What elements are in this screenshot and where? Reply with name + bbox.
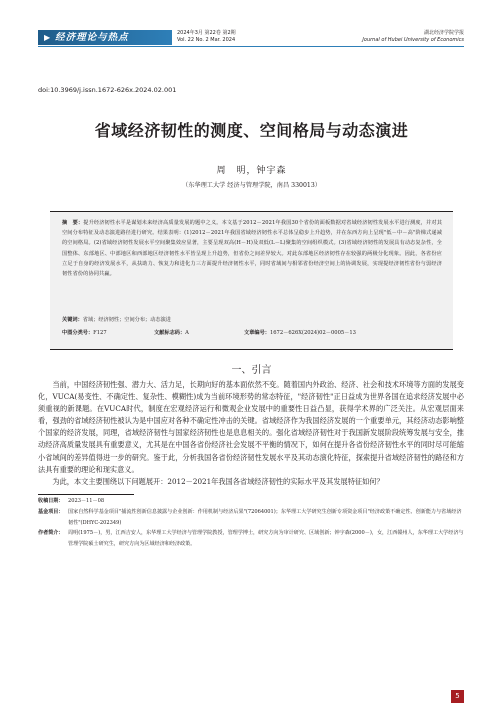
footnote-funding [38, 507, 464, 529]
footnote-text: 2023－11－08 [68, 498, 105, 504]
article-number-field [244, 329, 356, 336]
issue-info [177, 30, 236, 44]
footnote-label: 基金项目： [38, 508, 64, 515]
body-text [38, 379, 464, 488]
issue-en: Vol. 22 No. 2 Mar. 2024 [177, 37, 236, 43]
journal-cn: 湖北经济学院学报 [423, 30, 464, 36]
article-number-label: 文章编号： [244, 330, 270, 336]
footnote-text: 国家自然科学基金项目"捕流性创新信息披露与企业创新：作用机制与经济后果"(72064001)；东华理工大学研究生创新专项资金项目"经济政策不确定性、创新能力与省域经济韧性"(DHYC-202349) [68, 508, 462, 526]
triangle-icon: ▶ [44, 33, 52, 42]
doc-code-label: 文献标志码： [154, 330, 186, 336]
doc-code-field [154, 329, 244, 336]
authors: 周 明，钟宇森 [216, 166, 287, 176]
page-header [38, 30, 464, 46]
article-number-value: 1672－626X(2024)02－0005－13 [269, 330, 356, 336]
footnote-authors [38, 528, 464, 550]
abstract-label: 摘 要： [62, 220, 84, 226]
doc-code-value: A [185, 330, 189, 336]
affiliation: （东华理工大学 经济与管理学院，南昌 330013） [182, 182, 321, 189]
body-paragraph: 为此，本文主要围绕以下问题展开：2012－2021年我国各省域经济韧性的实际水平及其发展特征如何？ [52, 476, 384, 486]
banner-label: 经济理论与热点 [55, 32, 129, 43]
footnote-label: 作者简介： [38, 530, 64, 537]
footnote-text: 周明(1975－)，男，江西吉安人，东华理工大学经济与管理学院教授，管理学博士，研究方向为审计研究、区域创新；钟宇森(2000－)，女，江西赣州人，东华理工大学经济与管理学院硕士研究生，研究方向为区域经济和经济政策。 [68, 530, 464, 548]
article-title: 省域经济韧性的测度、空间格局与动态演进 [94, 121, 409, 140]
journal-name [362, 30, 464, 44]
keywords-label: 关键词： [62, 317, 83, 323]
footnote-label: 收稿日期： [38, 498, 64, 504]
classification-line [62, 329, 442, 336]
abstract-box [50, 211, 453, 350]
abstract [62, 218, 442, 279]
section-banner [38, 30, 172, 45]
clc-label: 中图分类号： [62, 330, 94, 336]
clc-value: F127 [93, 330, 107, 336]
section-heading-introduction: 一、引言 [231, 365, 272, 376]
journal-en: Journal of Hubei University of Economics [362, 37, 464, 43]
keywords-text: 省域；经济韧性；空间分布；动态演进 [82, 317, 171, 323]
header-rule [38, 46, 464, 47]
footnote-rule [38, 494, 134, 495]
doi[interactable]: doi:10.3969/j.issn.1672-626x.2024.02.001 [38, 86, 177, 94]
footnote-received [38, 496, 464, 507]
body-paragraph: 当前，中国经济韧性强、潜力大、活力足，长期向好的基本面依然不变。随着国内外政治、经济、社会和技术环境等方面的发展变化，VUCA(易变性、不确定性、复杂性、模糊性)成为当前环境形势的常态特征，"经济韧性"正日益成为世界各国在追求经济发展中必须重视的新课题。在VUCA时代，制度在宏观经济运行和微观企业发展中的重要性日益凸显，获得学术界的广泛关注。从宏观层面来看，强劲的省域经济韧性被认为是中国应对各种不确定性冲击的关键。省域经济作为我国经济发展的一个重要单元，其经济动态影响整个国家的经济发展，同理，省域经济韧性与国家经济韧性也是息息相关的。强化省域经济韧性对于我国新发展阶段统筹发展与安全，推动经济高质量发展具有重要意义，尤其是在中国各省份经济社会发展不平衡的情况下，如何在提升各省份经济韧性水平的同时尽可能缩小省域间的差异值得进一步的研究。鉴于此，分析我国各省份经济韧性发展水平及其动态演化特征，探索提升省域经济韧性的路径和方法具有重要的理论和现实意义。 [38, 380, 464, 474]
page-number: 5 [451, 690, 464, 703]
issue-cn: 2024年3月 第22卷 第2期 [177, 30, 236, 36]
keywords [62, 316, 171, 323]
clc-field [62, 329, 154, 336]
footnotes [38, 496, 464, 550]
abstract-text: 提升经济韧性水平是谋划未来经济高质量发展的题中之义。本文基于2012－2021年我国30个省份的面板数据对省域经济韧性发展水平进行测度，并对其空间分布特征及动态演进路径进行研究。结果表明：(1)2012－2021年我国省域经济韧性水平总体呈稳步上升趋势，并在东西方向上呈现"低－中－高"阶梯式递减的空间格局。(2)省域经济韧性发展水平空间聚集效应显著，主要呈现双高(H－H)及双低(L－L)聚集的空间组织模式。(3)省域经济韧性的发展具有动态复杂性，全国整体、东部地区、中部地区和西部地区经济韧性水平皆呈现上升趋势，但省份之间差异较大。对此东部地区经济韧性存在较强的两极分化现象。因此，各省份应立足于自身的经济发展水平，从扶助力、恢复力和进化力三方面提升经济韧性水平，同时省域间与相邻省份经济空间上的协调发展，实现提经济韧性省份与弱经济韧性省份的协同共赢。 [62, 220, 442, 278]
